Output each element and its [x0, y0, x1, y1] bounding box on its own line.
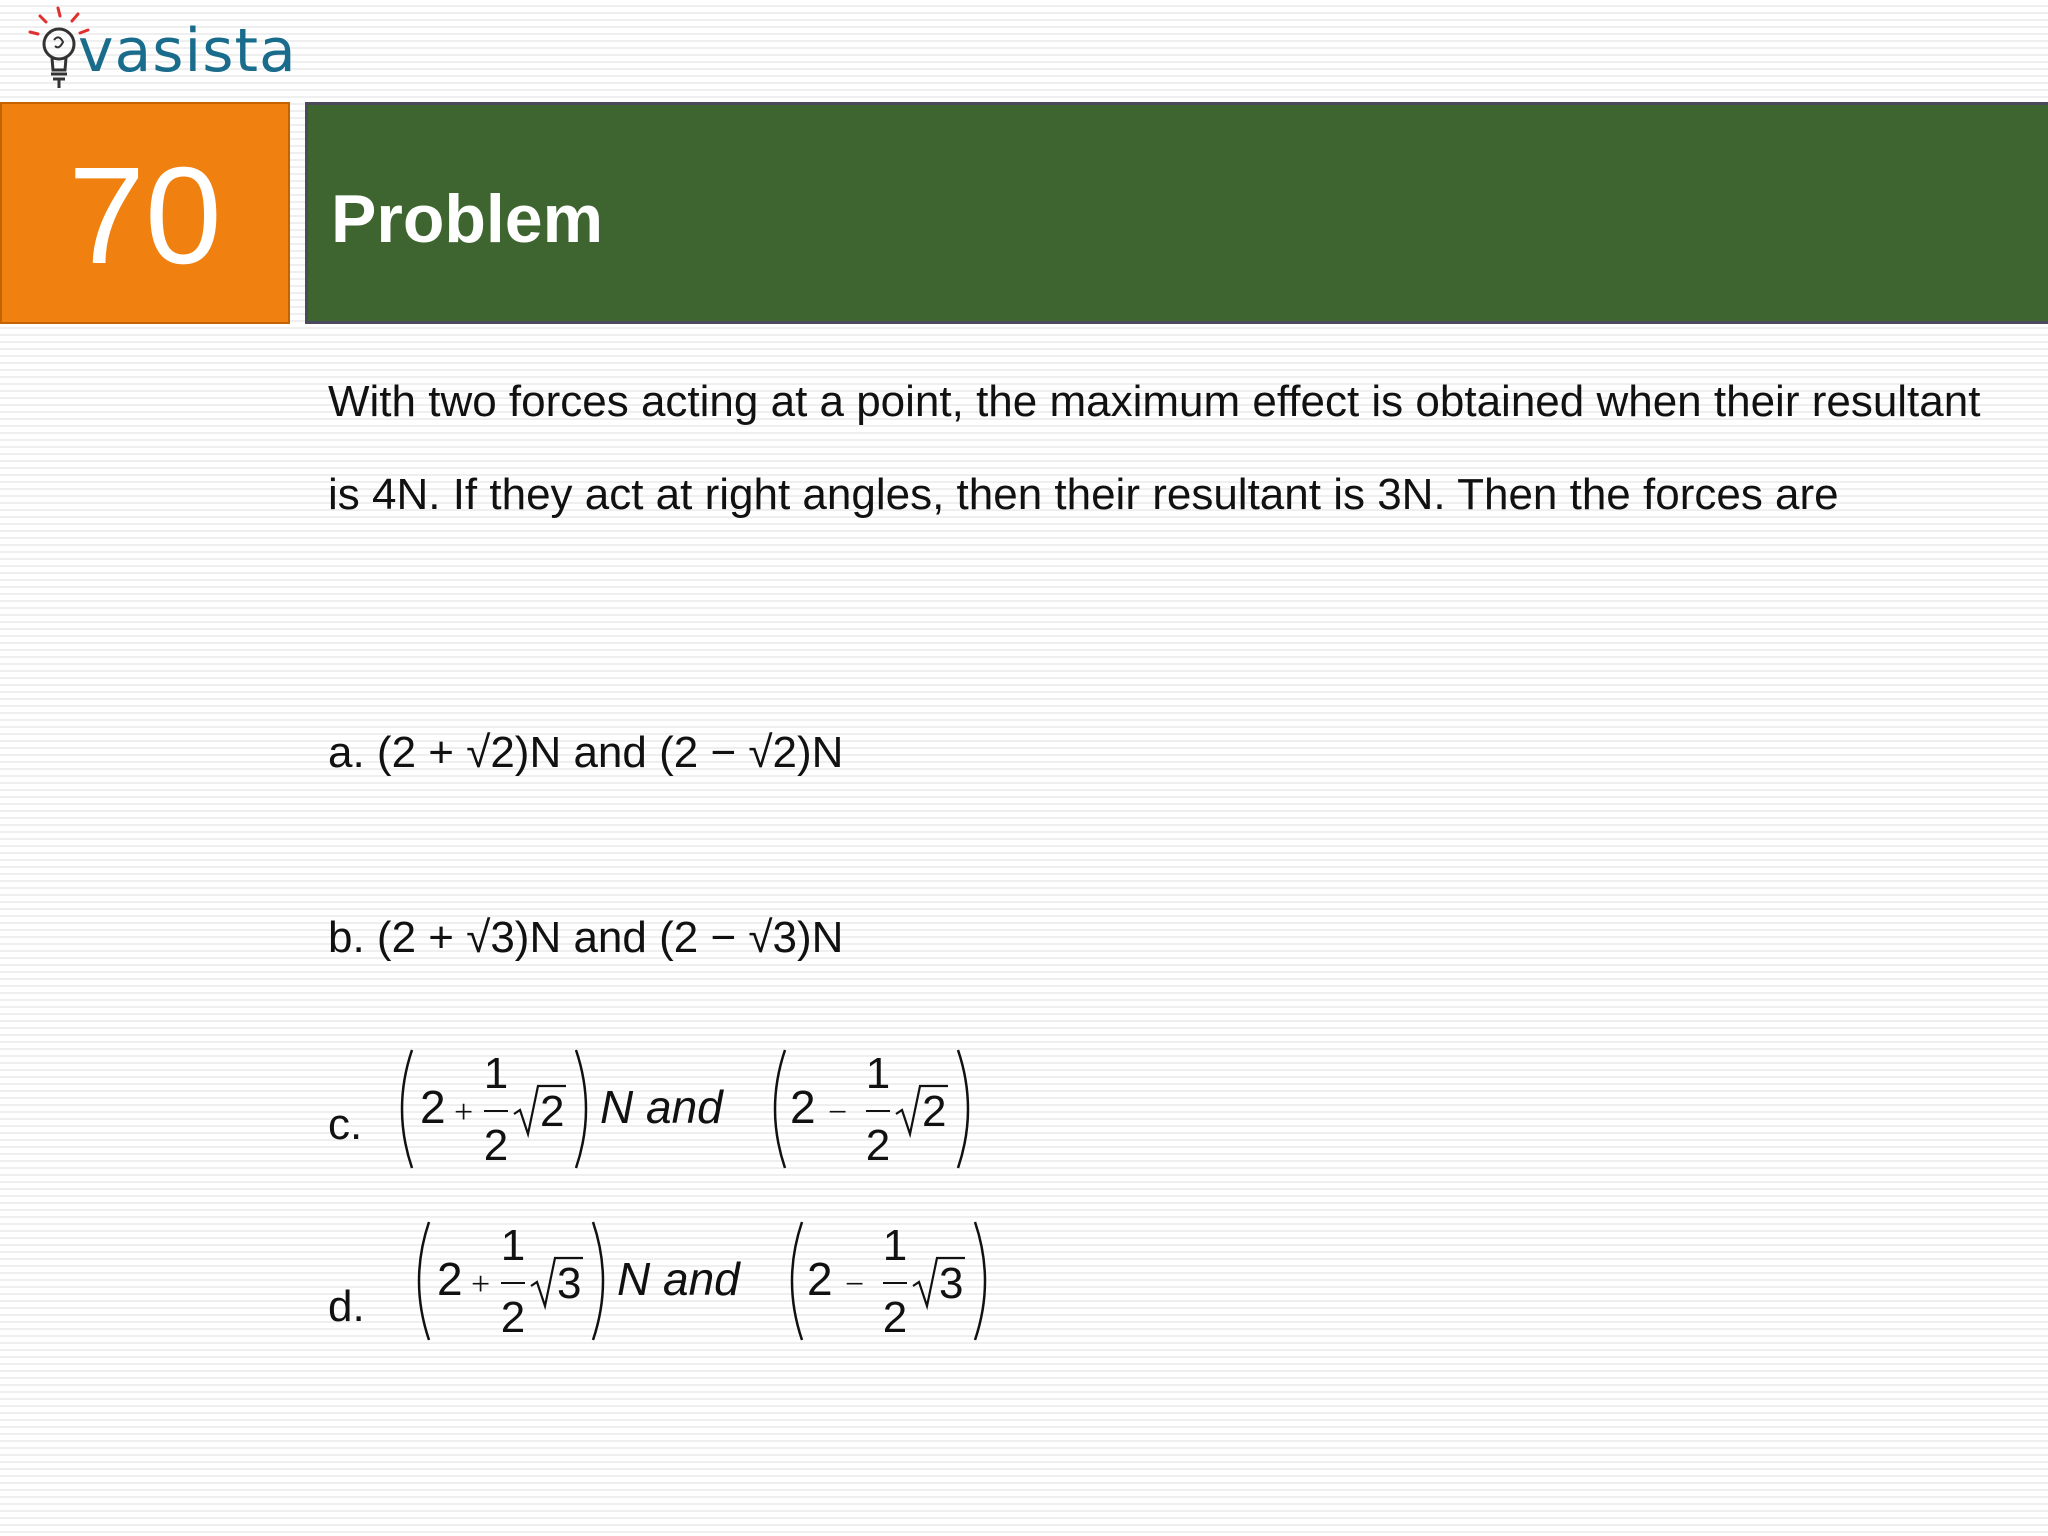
right-paren-2	[975, 1222, 985, 1340]
radicand-2: 2	[922, 1087, 947, 1136]
radicand: 3	[557, 1259, 582, 1308]
right-paren-2	[958, 1050, 968, 1168]
minus-sign: −	[845, 1266, 865, 1303]
fraction-numerator-2: 1	[865, 1049, 891, 1098]
fraction-denominator: 2	[500, 1293, 526, 1342]
vasista-logo	[22, 4, 297, 98]
fraction-denominator-2: 2	[865, 1121, 891, 1170]
whole-number: 2	[420, 1081, 446, 1133]
left-paren	[402, 1050, 412, 1168]
left-paren	[419, 1222, 429, 1340]
right-paren	[576, 1050, 586, 1168]
plus-sign: +	[471, 1266, 491, 1303]
option-a: a. (2 + √2)N and (2 − √2)N	[328, 728, 844, 777]
whole-number-2: 2	[807, 1253, 833, 1305]
option-d-label: d.	[328, 1282, 365, 1331]
plus-sign: +	[454, 1094, 474, 1131]
fraction-numerator: 1	[483, 1049, 509, 1098]
fraction-numerator-2: 1	[882, 1221, 908, 1270]
option-c-expression	[390, 1040, 1010, 1178]
question-text: With two forces acting at a point, the maximum effect is obtained when their resultant is 4N. If they act at right angles, then their resultant is 3N. Then the forces are	[328, 377, 1981, 519]
option-d-expression	[407, 1212, 1027, 1350]
option-c-label: c.	[328, 1100, 363, 1149]
slide-number: 70	[68, 139, 222, 293]
connector-text: N and	[617, 1253, 740, 1305]
title-bar	[305, 102, 2048, 324]
fraction-denominator-2: 2	[882, 1293, 908, 1342]
fraction-denominator: 2	[483, 1121, 509, 1170]
option-b: b. (2 + √3)N and (2 − √3)N	[328, 913, 844, 962]
radicand-2: 3	[939, 1259, 964, 1308]
logo-text: vasista	[78, 16, 297, 86]
right-paren	[593, 1222, 603, 1340]
left-paren-2	[775, 1050, 785, 1168]
whole-number: 2	[437, 1253, 463, 1305]
radicand: 2	[540, 1087, 565, 1136]
connector-text: N and	[600, 1081, 723, 1133]
fraction-numerator: 1	[500, 1221, 526, 1270]
slide-title: Problem	[331, 181, 604, 257]
slide-number-box	[0, 102, 290, 324]
whole-number-2: 2	[790, 1081, 816, 1133]
left-paren-2	[792, 1222, 802, 1340]
minus-sign: −	[828, 1094, 848, 1131]
